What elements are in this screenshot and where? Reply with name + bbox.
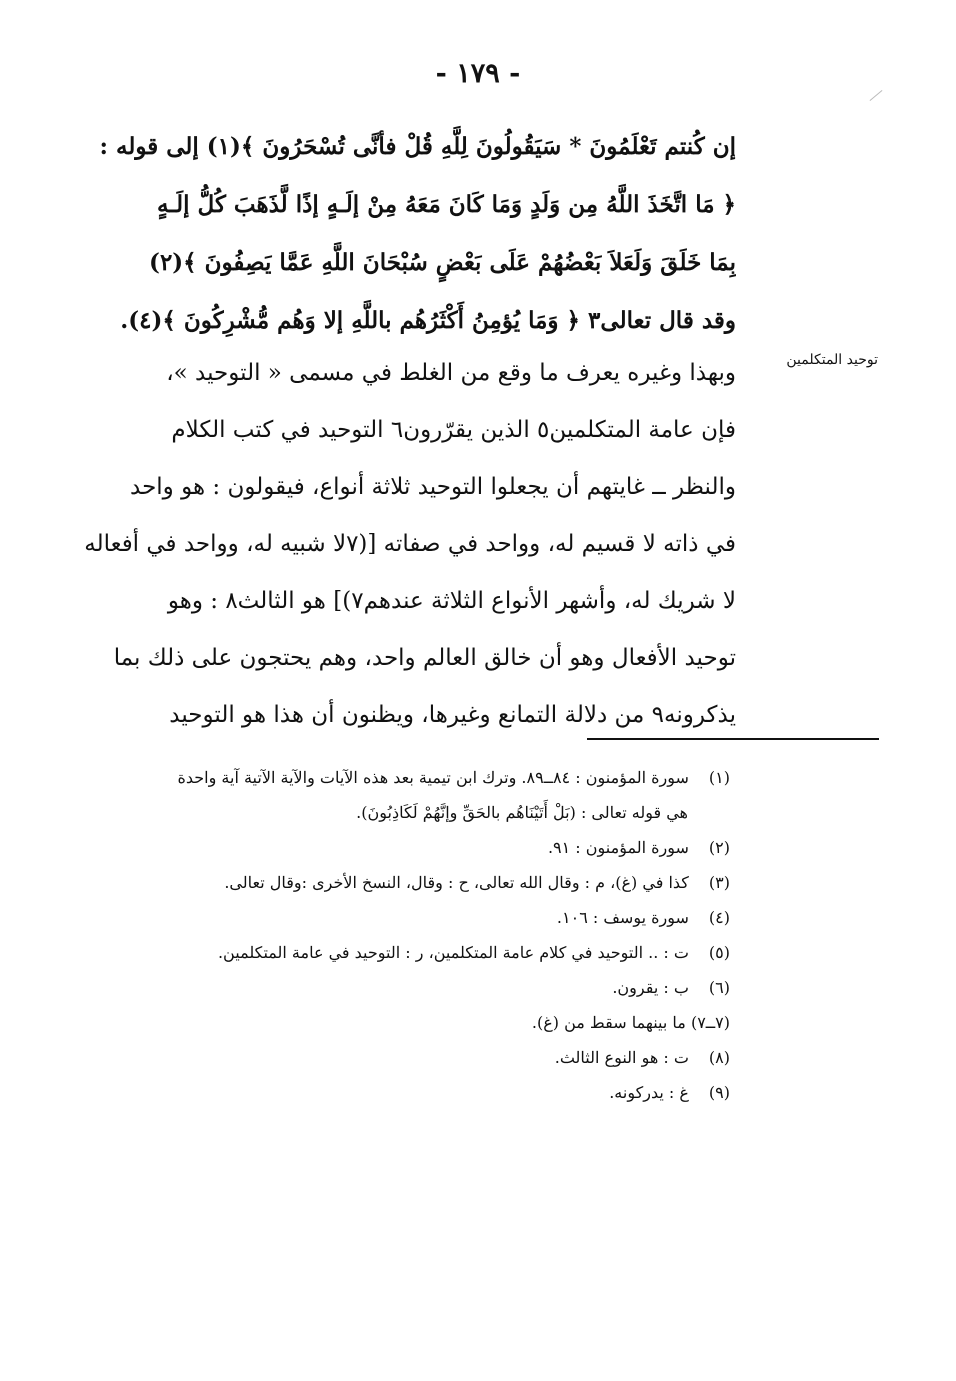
footnote-number: (١) xyxy=(708,768,730,787)
body-paragraph xyxy=(70,345,736,744)
footnote-number: (٨) xyxy=(708,1048,730,1067)
footnote-text: كذا في (غ)، م : وقال الله تعالى، ح : وقال، النسخ الأخرى :وقال تعالى. xyxy=(224,873,689,892)
footnote-text: سورة المؤمنون : ٩١. xyxy=(547,838,689,857)
footnote-text: ت : هو النوع الثالث. xyxy=(554,1048,689,1067)
footnote-text: ما بينهما سقط من (غ). xyxy=(531,1013,686,1032)
footnote xyxy=(90,935,730,970)
pencil-mark xyxy=(870,90,883,101)
footnote xyxy=(90,865,730,900)
footnote-text: غ : يدركونه. xyxy=(609,1083,689,1102)
footnote-text: ب : يقرون. xyxy=(612,978,689,997)
footnote xyxy=(90,1075,730,1110)
footnote-text: ت : .. التوحيد في كلام عامة المتكلمين، ر : التوحيد في عامة المتكلمين. xyxy=(217,943,689,962)
footnote xyxy=(90,760,730,795)
body-line: توحيد الأفعال وهو أن خالق العالم واحد، وهم يحتجون على ذلك بما xyxy=(113,645,736,671)
footnote xyxy=(90,1040,730,1075)
footnote-number: (٥) xyxy=(708,943,730,962)
footnote-continuation xyxy=(90,795,730,830)
margin-note: توحيد المتكلمين xyxy=(786,352,878,368)
body-line: وبهذا وغيره يعرف ما وقع من الغلط في مسمى « التوحيد »، xyxy=(166,360,736,386)
quran-line: وقد قال تعالى٣ ﴿ وَمَا يُؤمِنُ أَكْثَرُهُم باللَّهِ إلا وَهُم مُّشْرِكُونَ ﴾(٤). xyxy=(120,307,736,334)
footnote-divider xyxy=(587,738,879,740)
footnotes xyxy=(90,760,730,1110)
page-number: - ١٧٩ - xyxy=(435,58,521,89)
footnote xyxy=(90,830,730,865)
footnote-number: (٢) xyxy=(708,838,730,857)
quran-block xyxy=(70,118,736,350)
footnote-number: (٦) xyxy=(708,978,730,997)
footnote-number: (٧ــ٧) xyxy=(690,1013,730,1032)
quran-line: إن كُنتم تَعْلَمُونَ * سَيَقُولُونَ لِلَّهِ قُلْ فأنَّى تُسْحَرُونَ ﴾(١) إلى قوله : xyxy=(99,133,736,160)
footnote-text: سورة يوسف : ١٠٦. xyxy=(556,908,689,927)
body-line: يذكرونه٩ من دلالة التمانع وغيرها، ويظنون أن هذا هو التوحيد xyxy=(169,702,736,728)
quran-line: ﴿ مَا اتَّخَذَ اللَّهُ مِن وَلَدٍ وَمَا كَانَ مَعَهُ مِنْ إلَـهٍ إذًا لَّذَهَبَ كُلُّ إلَـهٍ xyxy=(157,191,736,218)
body-line: فإن عامة المتكلمين٥ الذين يقرّرون٦ التوحيد في كتب الكلام xyxy=(171,417,736,443)
body-line: لا شريك له، وأشهر الأنواع الثلاثة عندهم٧)] هو الثالث٨ : وهو xyxy=(167,588,736,614)
body-line: في ذاته لا قسيم له، وواحد في صفاته [(٧لا شبيه له، وواحد في أفعاله xyxy=(84,531,736,557)
footnote-text: هي قوله تعالى : (بَلْ أَتَيْنَاهُم بالحَقِّ وإنَّهُمْ لَكَاذِبُونَ). xyxy=(356,803,688,822)
footnote-text: سورة المؤمنون : ٨٤ــ٨٩. وترك ابن تيمية بعد هذه الآيات والآية الآتية آية واحدة xyxy=(177,768,689,787)
footnote-number: (٤) xyxy=(708,908,730,927)
footnote-number: (٩) xyxy=(708,1083,730,1102)
footnote-number: (٣) xyxy=(708,873,730,892)
footnote xyxy=(90,900,730,935)
body-line: والنظر ــ غايتهم أن يجعلوا التوحيد ثلاثة أنواع، فيقولون : هو واحد xyxy=(130,474,736,500)
quran-line: بِمَا خَلَقَ وَلَعَلاَ بَعْضُهُمْ عَلَى بَعْضٍ سُبْحَانَ اللَّهِ عَمَّا يَصِفُونَ ﴾(٢) xyxy=(149,249,736,276)
footnote xyxy=(90,970,730,1005)
footnote xyxy=(90,1005,730,1040)
